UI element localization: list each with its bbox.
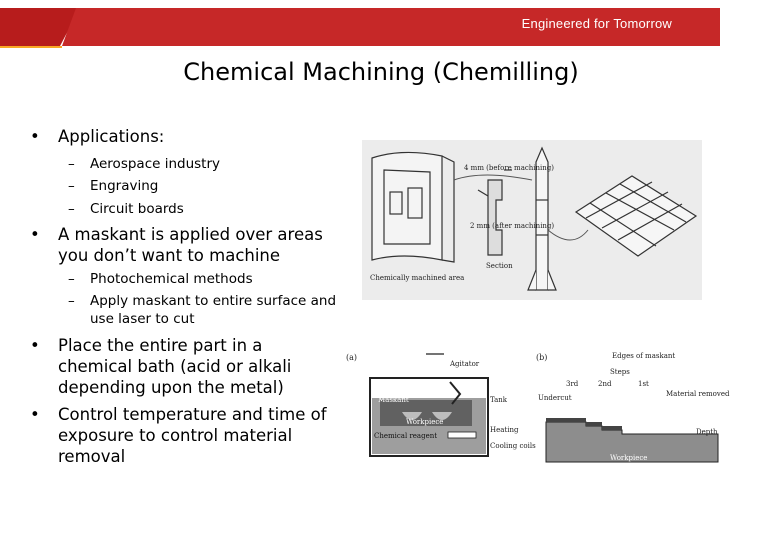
label-undercut: Undercut [538, 394, 572, 402]
label-2nd: 2nd [598, 380, 612, 388]
section-profile [478, 170, 512, 255]
tank-illustration [370, 354, 488, 456]
panel-b-tag: (b) [536, 353, 548, 362]
label-edges: Edges of maskant [612, 352, 676, 360]
label-material-removed: Material removed [666, 390, 730, 398]
slide-title: Chemical Machining (Chemilling) [183, 58, 579, 86]
connector-arrow-icon [548, 230, 588, 240]
bullet-dot-icon: • [30, 405, 40, 424]
figure-chemical-machining-process [340, 342, 730, 470]
bullet-text: Place the entire part in a chemical bath (acid or alkali depending upon the metal) [58, 336, 292, 397]
label-cooling: Cooling coils [490, 442, 536, 450]
label-tank: Tank [490, 396, 508, 404]
dash-icon: – [68, 293, 75, 309]
sub-bullet-text: Photochemical methods [90, 271, 253, 287]
label-steps: Steps [610, 368, 630, 376]
header-gold-line [0, 46, 62, 48]
bullet-text: Applications: [58, 127, 165, 146]
header-tagline: Engineered for Tomorrow [521, 16, 672, 31]
bullet-text: Control temperature and time of exposure to control material removal [58, 405, 327, 466]
label-maskant: Maskant [378, 396, 409, 404]
label-section: Section [486, 262, 513, 270]
label-after: 2 mm (after machining) [470, 222, 555, 230]
sub-bullet-text: Aerospace industry [90, 156, 221, 172]
dash-icon: – [68, 201, 75, 217]
bullet-dot-icon: • [30, 127, 40, 146]
label-heating: Heating [490, 426, 519, 434]
label-depth: Depth [696, 428, 718, 436]
bullet-dot-icon: • [30, 225, 40, 244]
label-workpiece-a: Workpiece [406, 418, 444, 426]
label-chem-area: Chemically machined area [370, 274, 465, 282]
label-workpiece-b: Workpiece [610, 454, 648, 462]
label-3rd: 3rd [566, 380, 579, 388]
figure-chemilled-parts [362, 140, 702, 300]
sub-bullet-text: Engraving [90, 178, 159, 194]
sub-bullet-text: Apply maskant to entire surface and use laser to cut [90, 293, 337, 327]
connector-arrow-icon [454, 175, 532, 180]
dash-icon: – [68, 156, 75, 172]
label-before: 4 mm (before machining) [464, 164, 554, 172]
bullet-text: A maskant is applied over areas you don’t want to machine [58, 225, 323, 265]
label-agitator: Agitator [450, 360, 480, 368]
label-1st: 1st [638, 380, 649, 388]
dash-icon: – [68, 271, 75, 287]
sub-bullet-text: Circuit boards [90, 201, 184, 217]
dash-icon: – [68, 178, 75, 194]
lattice-panel-illustration [576, 176, 696, 256]
label-chem-reagent: Chemical reagent [374, 432, 438, 440]
bullet-dot-icon: • [30, 336, 40, 355]
panel-a-tag: (a) [346, 353, 358, 362]
curved-panel-illustration [372, 152, 454, 262]
